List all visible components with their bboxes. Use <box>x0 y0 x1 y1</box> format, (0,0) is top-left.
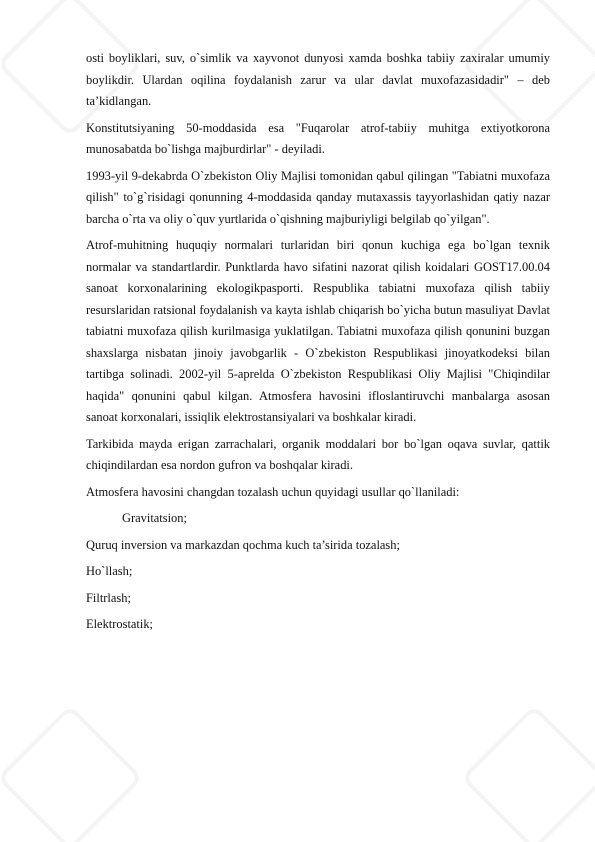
paragraph: Tarkibida mayda erigan zarrachalari, organik moddalari bor bo`lgan oqava suvlar, qattik chiqindilardan esa nordon gufron va boshqalar kiradi. <box>86 436 550 472</box>
background-watermark-shape <box>460 704 595 842</box>
paragraph: 1993-yil 9-dekabrda O`zbekiston Oliy Majlisi tomonidan qabul qilingan "Tabiatni muxofaza qilish" to`g`risidagi qonunning 4-moddasida qanday mutaxassis tayyorlashidan qatiy nazar barcha o`rta va oliy o`quv yurtlarida o`qishning majburiyligi belgilab qo`yilgan". <box>86 168 550 226</box>
document-body <box>86 48 550 641</box>
list-item: Elektrostatik; <box>86 617 154 631</box>
paragraph: Konstitutsiyaning 50-moddasida esa "Fuqarolar atrof-tabiiy muhitga extiyotkorona munosabatda bo`lishga majburdirlar" - deyiladi. <box>86 120 550 156</box>
paragraph: Atmosfera havosini changdan tozalash uchun quyidagi usullar qo`llaniladi: <box>86 484 460 499</box>
list-item: Ho`llash; <box>86 564 133 578</box>
list-item: Quruq inversion va markazdan qochma kuch ta’sirida tozalash; <box>86 537 400 552</box>
list-item: Gravitatsion; <box>122 511 187 525</box>
background-watermark-shape <box>0 704 144 842</box>
list-item: Filtrlash; <box>86 590 131 605</box>
paragraph: osti boyliklari, suv, o`simlik va xayvonot dunyosi xamda boshka tabiiy zaxiralar umumiy boylikdir. Ulardan oqilina foydalanish zarur va ular davlat muxofazasidadir" – deb ta’kidlangan. <box>86 51 550 108</box>
paragraph: Atrof-muhitning huquqiy normalari turlaridan biri qonun kuchiga ega bo`lgan texnik normalar va standartlardir. Punktlarda havo sifatini nazorat qilish koidalari GOST17.00.04 sanoat korxonalarining ekologikpasporti. Respublika tabiatni muxofaza qilish tabiiy resurslaridan ratsional foydalanish va kayta ishlab chiqarish bo`yicha butun masuliyat Davlat tabiatni muxofaza qilish kurilmasiga yuklatilgan. Tabiatni muxofaza qilish qonunini buzgan shaxslarga nisbatan jinoiy javobgarlik - O`zbekiston Respublikasi jinoyatkodeksi bilan tartibga solinadi. 2002-yil 5-aprelda O`zbekiston Respublikasi Oliy Majlisi "Chiqindilar haqida" qonunini qabul kilgan. Atmosfera havosini ifloslantiruvchi manbalarga asosan sanoat korxonalari, issiqlik elektrostansiyalari va boshkalar kiradi. <box>86 238 550 424</box>
